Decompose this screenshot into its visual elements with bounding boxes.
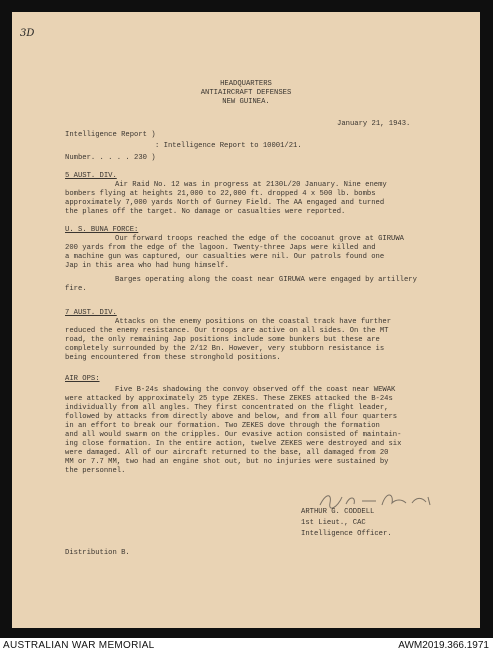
footer-institution: AUSTRALIAN WAR MEMORIAL bbox=[3, 640, 155, 651]
section-line: were damaged. All of our aircraft returned to the base, all damaged from 20 bbox=[65, 449, 389, 457]
section-line: 200 yards from the edge of the lagoon. Twenty-three Japs were killed and bbox=[65, 244, 376, 252]
section-line: Jap in this area who had hung himself. bbox=[65, 262, 229, 270]
signatory-title: Intelligence Officer. bbox=[301, 530, 392, 538]
distribution-line: Distribution B. bbox=[65, 549, 130, 557]
section-line: fire. bbox=[65, 285, 87, 293]
section-heading: 7 AUST. DIV. bbox=[65, 309, 117, 317]
section-line: and all would swarm on the cripples. Our evasive action consisted of maintain- bbox=[65, 431, 402, 439]
section-line: MM or 7.7 MM, two had an engine shot out, but no injuries were sustained by bbox=[65, 458, 389, 466]
document-date: January 21, 1943. bbox=[337, 120, 411, 128]
section-line: in an effort to break our formation. Two ZEKES dove through the formation bbox=[65, 422, 380, 430]
section-heading: U. S. BUNA FORCE: bbox=[65, 226, 139, 234]
section-line: ing close formation. In the entire action, twelve ZEKES were destroyed and six bbox=[65, 440, 402, 448]
section-line: a machine gun was captured, our casualties were nil. Our patrols found one bbox=[65, 253, 385, 261]
section-line: Five B-24s shadowing the convoy observed off the coast near WEWAK bbox=[115, 386, 396, 394]
section-line: followed by attacks from directly above and below, and from all four quarters bbox=[65, 413, 398, 421]
signatory-rank: 1st Lieut., CAC bbox=[301, 519, 366, 527]
section-line: Our forward troops reached the edge of the cocoanut grove at GIRUWA bbox=[115, 235, 404, 243]
section-line: Attacks on the enemy positions on the coastal track have further bbox=[115, 318, 392, 326]
signatory-name: ARTHUR G. CODDELL bbox=[301, 508, 375, 516]
report-ref-line3: Number. . . . . 230 ) bbox=[65, 154, 156, 162]
report-ref-line1: Intelligence Report ) bbox=[65, 131, 156, 139]
section-line: road, the only remaining Jap positions include some bunkers but these are bbox=[65, 336, 380, 344]
report-ref-line2: : Intelligence Report to 10001/21. bbox=[155, 142, 302, 150]
archive-footer bbox=[0, 638, 493, 653]
section-heading: 5 AUST. DIV. bbox=[65, 172, 117, 180]
section-line: Barges operating along the coast near GIRUWA were engaged by artillery bbox=[115, 276, 417, 284]
section-line: were attacked by approximately 25 type ZEKES. These ZEKES attacked the B-24s bbox=[65, 395, 393, 403]
corner-handwritten-mark: 3D bbox=[20, 28, 35, 39]
section-line: approximately 7,000 yards North of Gurney Field. The AA engaged and turned bbox=[65, 199, 385, 207]
document-page bbox=[12, 12, 480, 628]
letterhead-line3: NEW GUINEA. bbox=[222, 98, 270, 106]
section-line: bombers flying at heights 21,000 to 22,000 ft. dropped 4 x 500 lb. bombs bbox=[65, 190, 376, 198]
section-line: completely surrounded by the 2/12 Bn. However, very stubborn resistance is bbox=[65, 345, 385, 353]
section-line: Air Raid No. 12 was in progress at 2130L/20 January. Nine enemy bbox=[115, 181, 387, 189]
letterhead-line1: HEADQUARTERS bbox=[220, 80, 272, 88]
section-line: the planes off the target. No damage or casualties were reported. bbox=[65, 208, 346, 216]
footer-accession-number: AWM2019.366.1971 bbox=[398, 640, 489, 651]
section-line: the personnel. bbox=[65, 467, 126, 475]
letterhead-line2: ANTIAIRCRAFT DEFENSES bbox=[200, 89, 292, 97]
section-line: reduced the enemy resistance. Our troops are active on all sides. On the MT bbox=[65, 327, 389, 335]
section-line: being encountered from these stronghold positions. bbox=[65, 354, 281, 362]
section-heading: AIR OPS: bbox=[65, 375, 100, 383]
section-line: individually from all angles. They first concentrated on the flight leader, bbox=[65, 404, 389, 412]
